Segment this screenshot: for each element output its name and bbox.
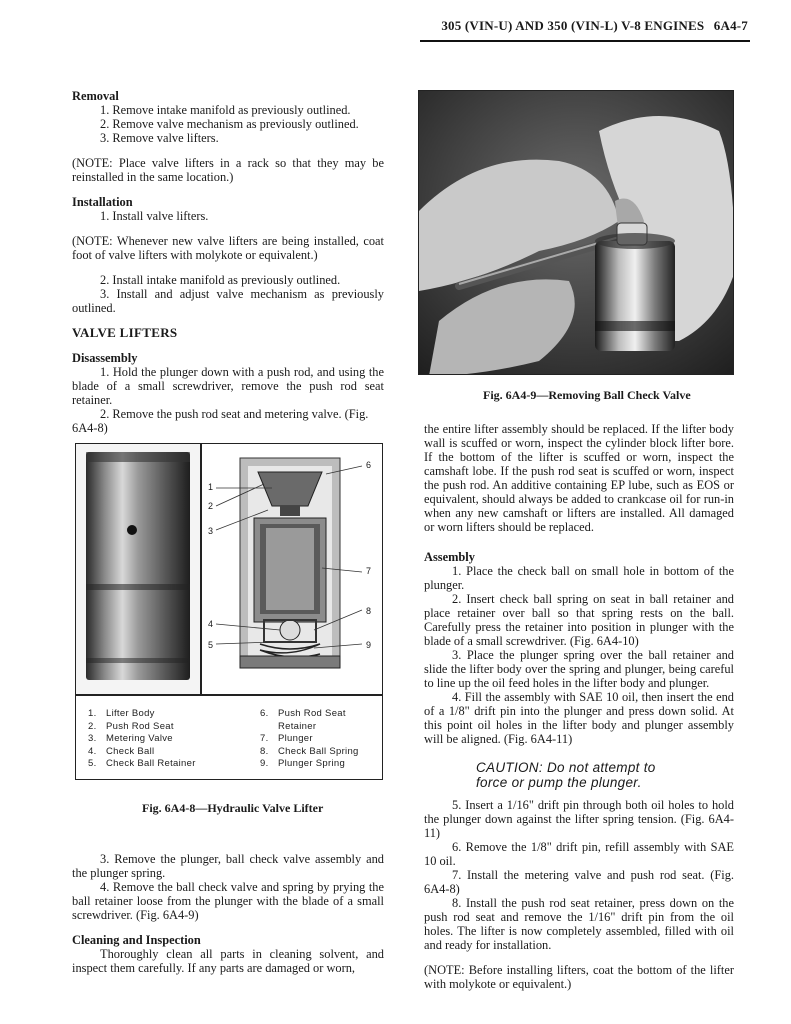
removal-step-1: 1. Remove intake manifold as previously outlined. bbox=[100, 103, 351, 117]
disassembly-heading: Disassembly bbox=[72, 351, 138, 365]
legend-item bbox=[88, 708, 196, 721]
legend-label: Retainer bbox=[278, 720, 317, 732]
installation-heading: Installation bbox=[72, 195, 133, 209]
legend-num: 6. bbox=[260, 708, 269, 719]
assembly-step-3: 3. Place the plunger spring over the ball retainer and slide the lifter body over the spring and plunger, being careful to line up the oil feed holes in the lifter body and plunger. bbox=[424, 648, 734, 690]
header-rule bbox=[420, 40, 750, 42]
legend-num: 4. bbox=[88, 745, 97, 757]
legend-label: Push Rod Seat bbox=[106, 720, 174, 732]
figure-hydraulic-valve-lifter bbox=[75, 443, 383, 780]
legend-num: 3. bbox=[88, 733, 97, 745]
legend-num: 9. bbox=[260, 758, 269, 770]
legend-label: Lifter Body bbox=[106, 708, 155, 719]
legend-item bbox=[260, 733, 359, 746]
removal-step-3: 3. Remove valve lifters. bbox=[100, 131, 219, 145]
inspection-continued-text: the entire lifter assembly should be replaced. If the lifter body wall is scuffed or worn, inspect the cylinder block lifter bore. If the bottom of the lifter is scuffed or worn, inspect the camshaft lobe. If the push rod seat is scuffed or worn, inspect the push rod. An additive containing EP lube, such as EOS or equivalent, should always be added to crankcase oil for run-in when any new camshaft or lifters are installed. All damaged or worn lifters should be replaced. bbox=[424, 422, 734, 534]
callout-4: 4 bbox=[208, 619, 214, 629]
assembly-step-1: 1. Place the check ball on small hole in bottom of the plunger. bbox=[424, 564, 734, 592]
callout-9: 9 bbox=[366, 640, 372, 650]
installation-note: (NOTE: Whenever new valve lifters are being installed, coat foot of valve lifters with molykote or equivalent.) bbox=[72, 234, 384, 262]
figure9-caption: Fig. 6A4-9—Removing Ball Check Valve bbox=[483, 388, 691, 402]
callout-1: 1 bbox=[208, 482, 214, 492]
oil-hole bbox=[127, 525, 137, 535]
legend-label: Check Ball Spring bbox=[278, 745, 359, 757]
legend-num: 8. bbox=[260, 745, 269, 757]
legend-right bbox=[260, 708, 359, 771]
callout-3: 3 bbox=[208, 526, 214, 536]
caution-line-1: CAUTION: Do not attempt to bbox=[476, 760, 656, 775]
removal-note: (NOTE: Place valve lifters in a rack so that they may be reinstalled in the same location.) bbox=[72, 156, 384, 184]
legend-num: 5. bbox=[88, 758, 97, 770]
figure-legend-divider bbox=[76, 694, 382, 696]
assembly-step-2: 2. Insert check ball spring on seat in ball retainer and place retainer over ball so that spring rests on the ball. Carefully press the retainer into position in plunger with the blade of a small screwdriver. (Fig. 6A4-10) bbox=[424, 592, 734, 648]
callout-5: 5 bbox=[208, 640, 214, 650]
cleaning-heading: Cleaning and Inspection bbox=[72, 933, 201, 947]
page-header bbox=[0, 18, 748, 34]
legend-item bbox=[260, 708, 359, 721]
legend-label: Metering Valve bbox=[106, 733, 173, 745]
header-page-number: 6A4-7 bbox=[713, 18, 748, 33]
assembly-step-6: 6. Remove the 1/8" drift pin, refill assembly with SAE 10 oil. bbox=[424, 840, 734, 868]
disassembly-step-4: 4. Remove the ball check valve and spring by prying the ball retainer loose from the plunger with the blade of a small screwdriver. (Fig. 6A4-9) bbox=[72, 880, 384, 922]
callout-6: 6 bbox=[366, 460, 372, 470]
legend-num: 7. bbox=[260, 733, 269, 745]
legend-item bbox=[88, 758, 196, 771]
lifter-cutaway-diagram bbox=[202, 444, 382, 694]
callout-8: 8 bbox=[366, 606, 372, 616]
legend-item bbox=[88, 733, 196, 746]
caution-line-2: force or pump the plunger. bbox=[476, 775, 642, 790]
installation-step-1: 1. Install valve lifters. bbox=[100, 209, 209, 223]
assembly-heading: Assembly bbox=[424, 550, 475, 564]
callout-7: 7 bbox=[366, 566, 372, 576]
assembly-step-5: 5. Insert a 1/16" drift pin through both oil holes to hold the plunger down against the lifter spring tension. (Fig. 6A4-11) bbox=[424, 798, 734, 840]
cleaning-text: Thoroughly clean all parts in cleaning solvent, and inspect them carefully. If any parts are damaged or worn, bbox=[72, 947, 384, 975]
disassembly-step-2: 2. Remove the push rod seat and metering valve. (Fig. 6A4-8) bbox=[72, 407, 369, 435]
legend-item bbox=[260, 721, 359, 734]
header-title: 305 (VIN-U) AND 350 (VIN-L) V-8 ENGINES bbox=[441, 18, 705, 33]
legend-label: Check Ball Retainer bbox=[106, 758, 196, 770]
callout-2: 2 bbox=[208, 501, 214, 511]
left-column-top bbox=[72, 89, 384, 435]
assembly-step-4: 4. Fill the assembly with SAE 10 oil, then insert the end of a 1/8" drift pin into the plunger and press down solid. At this point oil holes in the lifter body and plunger assembly will be aligned. (Fig. 6A4-11) bbox=[424, 690, 734, 746]
disassembly-step-3: 3. Remove the plunger, ball check valve assembly and the plunger spring. bbox=[72, 852, 384, 880]
legend-num: 2. bbox=[88, 720, 97, 732]
final-note: (NOTE: Before installing lifters, coat the bottom of the lifter with molykote or equivalent.) bbox=[424, 963, 734, 991]
disassembly-step-1: 1. Hold the plunger down with a push rod, and using the blade of a small screwdriver, remove the push rod seat retainer. bbox=[72, 365, 384, 407]
right-column bbox=[424, 422, 734, 746]
legend-item bbox=[88, 721, 196, 734]
legend-item bbox=[260, 758, 359, 771]
removal-heading: Removal bbox=[72, 89, 119, 103]
right-column-bottom bbox=[424, 798, 734, 991]
assembly-step-7: 7. Install the metering valve and push rod seat. (Fig. 6A4-8) bbox=[424, 868, 734, 896]
legend-num: 1. bbox=[88, 708, 97, 719]
legend-item bbox=[260, 746, 359, 759]
removal-step-2: 2. Remove valve mechanism as previously outlined. bbox=[100, 117, 359, 131]
lifter-photo bbox=[76, 444, 200, 694]
legend-item bbox=[88, 746, 196, 759]
legend-label: Plunger bbox=[278, 733, 313, 745]
legend-left bbox=[88, 708, 196, 771]
legend-label: Plunger Spring bbox=[278, 758, 346, 770]
figure-removing-ball-check-valve-photo bbox=[418, 90, 734, 375]
left-column-bottom bbox=[72, 852, 384, 975]
installation-step-2: 2. Install intake manifold as previously outlined. bbox=[100, 273, 341, 287]
assembly-step-8: 8. Install the push rod seat retainer, press down on the push rod seat and remove the 1/16" drift pin from the oil holes. The lifter is now completely assembled, filled with oil and ready for installation. bbox=[424, 896, 734, 952]
valve-lifters-heading: VALVE LIFTERS bbox=[72, 325, 178, 340]
figure8-caption: Fig. 6A4-8—Hydraulic Valve Lifter bbox=[142, 801, 324, 815]
installation-step-3: 3. Install and adjust valve mechanism as previously outlined. bbox=[72, 287, 384, 315]
photo-hands-screwdriver bbox=[419, 91, 734, 375]
legend-label: Push Rod Seat bbox=[278, 708, 346, 719]
caution-notice bbox=[476, 760, 716, 790]
legend-label: Check Ball bbox=[106, 745, 155, 757]
